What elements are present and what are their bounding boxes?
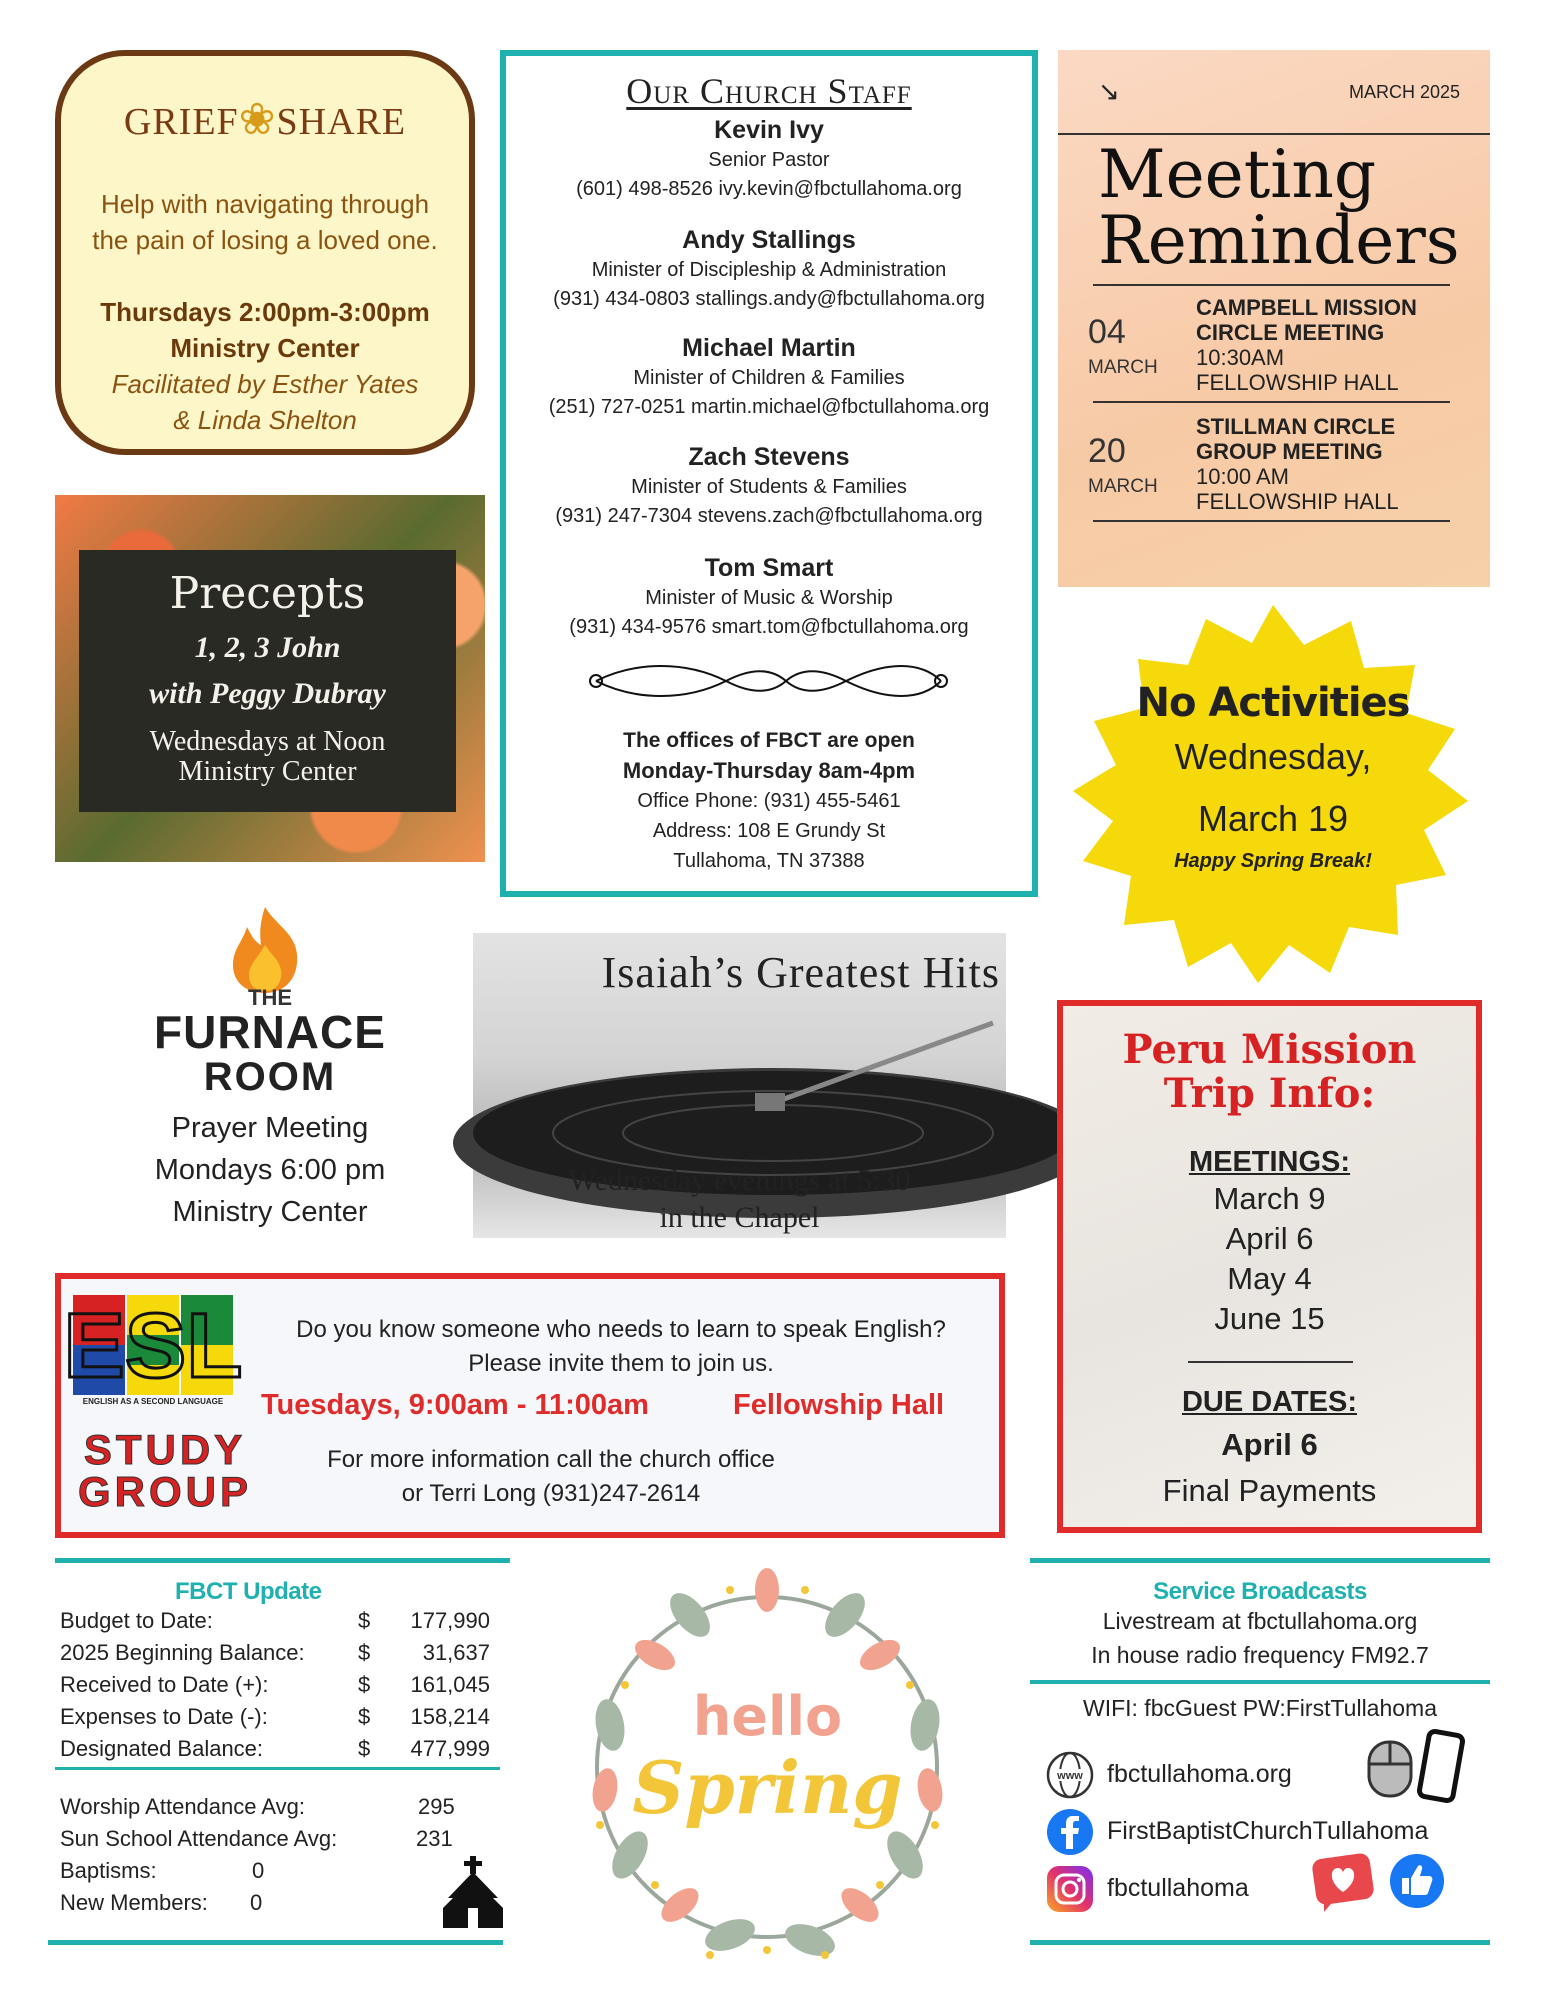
esl-time: Tuesdays, 9:00am - 11:00am — [261, 1389, 649, 1421]
attendance-label: Sun School Attendance Avg: — [60, 1826, 338, 1851]
finance-label: Designated Balance: — [60, 1736, 264, 1761]
website-text[interactable]: fbctullahoma.org — [1107, 1760, 1292, 1788]
furnace-info — [110, 1107, 430, 1233]
furnace-info-line: Ministry Center — [172, 1196, 368, 1228]
meeting-title — [1098, 136, 1460, 279]
esl-card — [55, 1273, 1005, 1538]
office-address-1: Address: 108 E Grundy St — [652, 820, 886, 842]
finance-value: 158,214 — [410, 1704, 490, 1729]
attendance-label: Baptisms: — [60, 1858, 157, 1883]
globe-icon — [1045, 1750, 1095, 1800]
griefshare-desc-1: Help with navigating through — [100, 189, 430, 219]
hello-spring-wreath — [560, 1555, 975, 1980]
thumbs-up-icon — [1388, 1852, 1446, 1910]
peru-title-line: Peru Mission — [1122, 1026, 1417, 1073]
staff-name: Tom Smart — [704, 554, 834, 582]
peru-due-label: DUE DATES: — [1181, 1386, 1358, 1418]
staff-entry — [506, 224, 1032, 314]
study-group-line: STUDY — [83, 1426, 247, 1473]
finance-label: Expenses to Date (-): — [60, 1704, 268, 1729]
precepts-when: Wednesdays at Noon — [149, 726, 386, 757]
office-info — [506, 726, 1032, 876]
flame-icon: ❀ — [238, 95, 277, 144]
meeting-day-month: MARCH — [1088, 476, 1158, 497]
staff-panel — [500, 50, 1038, 897]
facebook-text[interactable]: FirstBaptistChurchTullahoma — [1107, 1817, 1429, 1845]
meeting-name-line: STILLMAN CIRCLE — [1196, 414, 1396, 439]
griefshare-card — [55, 50, 475, 455]
logo-text-right: SHARE — [276, 101, 407, 143]
meeting-place: FELLOWSHIP HALL — [1196, 489, 1399, 514]
precepts-subtitle-line: 1, 2, 3 John — [194, 631, 341, 664]
divider — [1030, 1680, 1490, 1684]
heart-bubble-icon — [1310, 1852, 1378, 1914]
service-radio: In house radio frequency FM92.7 — [1091, 1642, 1429, 1668]
meeting-time: 10:30AM — [1196, 345, 1285, 370]
finance-row — [60, 1608, 490, 1634]
meeting-place: FELLOWSHIP HALL — [1196, 370, 1399, 395]
logo-text-left: GRIEF — [123, 101, 239, 143]
globe-icon-label: www — [1057, 1770, 1083, 1782]
finance-currency: $ — [358, 1704, 371, 1729]
peru-due-date: April 6 — [1221, 1427, 1318, 1462]
isaiah-title: Isaiah’s Greatest Hits — [601, 948, 1000, 997]
meeting-name-line: CIRCLE MEETING — [1196, 320, 1385, 345]
meeting-name-line: CAMPBELL MISSION — [1196, 295, 1417, 320]
attendance-value: 231 — [416, 1826, 453, 1851]
esl-contact-line: For more information call the church office — [327, 1446, 775, 1473]
update-title: FBCT Update — [175, 1578, 322, 1605]
service-title: Service Broadcasts — [1153, 1578, 1367, 1605]
staff-contact[interactable]: (931) 434-9576 smart.tom@fbctullahoma.org — [569, 616, 969, 638]
staff-contact[interactable]: (931) 434-0803 stallings.andy@fbctullahoma.org — [553, 288, 985, 310]
attendance-label: New Members: — [60, 1890, 208, 1915]
meeting-time: 10:00 AM — [1196, 464, 1289, 489]
finance-row — [60, 1640, 490, 1666]
furnace-info-line: Mondays 6:00 pm — [154, 1154, 386, 1186]
esl-flags-logo — [63, 1295, 243, 1397]
staff-entry — [506, 552, 1032, 642]
precepts-subtitle-line: with Peggy Dubray — [149, 677, 386, 710]
staff-contact[interactable]: (601) 498-8526 ivy.kevin@fbctullahoma.org — [576, 178, 962, 200]
finance-label: Received to Date (+): — [60, 1672, 269, 1697]
staff-contact[interactable]: (931) 247-7304 stevens.zach@fbctullahoma.org — [555, 505, 983, 527]
office-phone: Office Phone: (931) 455-5461 — [637, 790, 901, 812]
staff-entry — [506, 332, 1032, 422]
smartphone-icon — [1418, 1730, 1464, 1802]
flourish-divider-icon — [576, 656, 961, 706]
peru-due — [1063, 1386, 1476, 1511]
peru-title-line: Trip Info: — [1163, 1070, 1376, 1117]
service-livestream: Livestream at fbctullahoma.org — [1102, 1608, 1418, 1634]
furnace-logo-furnace: FURNACE — [154, 1006, 386, 1058]
attendance-value: 295 — [418, 1794, 455, 1819]
esl-question-line: Please invite them to join us. — [468, 1350, 774, 1377]
office-open: The offices of FBCT are open — [623, 729, 915, 752]
no-activities-day: Wednesday, — [1174, 736, 1372, 777]
isaiah-schedule-line: Wednesday evenings at 5:30 — [568, 1164, 911, 1197]
peru-title — [1063, 1028, 1476, 1116]
divider — [1093, 520, 1450, 522]
griefshare-desc-2: the pain of losing a loved one. — [92, 225, 438, 255]
staff-role: Minister of Discipleship & Administration — [591, 259, 947, 281]
mouse-icon — [1365, 1738, 1415, 1800]
no-activities-heading: No Activities — [1136, 680, 1410, 726]
esl-logo-text: ESL — [63, 1295, 243, 1397]
meeting-name — [1196, 414, 1395, 464]
attendance-label: Worship Attendance Avg: — [60, 1794, 306, 1819]
attendance-value: 0 — [252, 1858, 265, 1883]
peru-mission-card — [1057, 1000, 1482, 1533]
esl-question — [241, 1313, 1001, 1381]
peru-meetings — [1063, 1146, 1476, 1339]
esl-contact-line: or Terri Long (931)247-2614 — [401, 1480, 701, 1507]
attendance-row — [60, 1794, 455, 1820]
furnace-info-line: Prayer Meeting — [171, 1112, 369, 1144]
finance-currency: $ — [358, 1672, 371, 1697]
instagram-icon — [1045, 1864, 1095, 1914]
no-activities-date: March 19 — [1197, 798, 1349, 839]
divider — [1093, 284, 1450, 286]
finance-row — [60, 1736, 490, 1762]
fire-icon — [215, 905, 315, 995]
peru-meeting-date: May 4 — [1227, 1261, 1312, 1296]
meeting-reminders-card — [1058, 50, 1490, 587]
divider — [55, 1558, 510, 1563]
griefshare-place: Ministry Center — [170, 333, 360, 363]
finance-currency: $ — [358, 1640, 371, 1665]
peru-meetings-label: MEETINGS: — [1188, 1146, 1351, 1178]
meeting-day: 04 — [1088, 313, 1126, 351]
meeting-name-line: GROUP MEETING — [1196, 439, 1383, 464]
finance-row — [60, 1704, 490, 1730]
staff-role: Minister of Children & Families — [633, 367, 905, 389]
spring-text: Spring — [632, 1745, 903, 1830]
precepts-card — [55, 495, 485, 862]
precepts-title: Precepts — [169, 568, 366, 619]
precepts-schedule — [79, 727, 456, 787]
meeting-day-month: MARCH — [1088, 357, 1158, 378]
meeting-title-line-1: Meeting — [1098, 136, 1377, 213]
divider — [1030, 1940, 1490, 1945]
meeting-month: MARCH 2025 — [1348, 82, 1460, 102]
finance-value: 177,990 — [410, 1608, 490, 1633]
precepts-subtitle — [79, 625, 456, 717]
meeting-item — [1088, 414, 1450, 514]
griefshare-logo — [61, 94, 469, 145]
staff-role: Minister of Music & Worship — [645, 587, 893, 609]
furnace-room-card — [120, 905, 420, 1235]
wifi-info: WIFI: fbcGuest PW:FirstTullahoma — [1082, 1695, 1438, 1721]
facebook-icon — [1045, 1807, 1095, 1857]
isaiah-card — [473, 933, 1006, 1238]
peru-due-what: Final Payments — [1162, 1473, 1377, 1508]
peru-meeting-date: March 9 — [1213, 1181, 1326, 1216]
study-group-title — [75, 1426, 255, 1515]
staff-role: Minister of Students & Families — [631, 476, 907, 498]
precepts-where: Ministry Center — [178, 756, 357, 787]
meeting-day: 20 — [1088, 432, 1126, 470]
attendance-row — [60, 1890, 263, 1916]
arrow-down-right-icon: ↘ — [1098, 76, 1120, 106]
esl-contact — [301, 1443, 801, 1511]
instagram-text[interactable]: fbctullahoma — [1107, 1874, 1249, 1902]
furnace-logo-room: ROOM — [203, 1055, 337, 1099]
attendance-row — [60, 1858, 265, 1884]
study-group-line: GROUP — [77, 1468, 252, 1515]
staff-contact[interactable]: (251) 727-0251 martin.michael@fbctullahoma.org — [548, 396, 990, 418]
finance-currency: $ — [358, 1608, 371, 1633]
isaiah-schedule — [473, 1162, 1006, 1236]
finance-value: 477,999 — [410, 1736, 490, 1761]
staff-role: Senior Pastor — [708, 149, 830, 171]
staff-name: Kevin Ivy — [714, 116, 824, 144]
furnace-logo-the: THE — [248, 985, 292, 1010]
divider — [1093, 401, 1450, 403]
staff-entry — [506, 441, 1032, 531]
griefshare-time: Thursdays 2:00pm-3:00pm — [100, 297, 430, 327]
isaiah-schedule-line: in the Chapel — [659, 1201, 820, 1234]
meeting-title-line-2: Reminders — [1098, 202, 1460, 279]
meeting-name — [1196, 295, 1417, 345]
divider — [1058, 133, 1490, 135]
attendance-value: 0 — [250, 1890, 263, 1915]
finance-label: 2025 Beginning Balance: — [60, 1640, 305, 1665]
peru-meeting-date: April 6 — [1225, 1221, 1314, 1256]
church-icon — [443, 1856, 503, 1928]
precepts-panel — [79, 550, 456, 812]
staff-title: Our Church Staff — [626, 71, 912, 111]
griefshare-facilitator-2: & Linda Shelton — [173, 405, 357, 435]
finance-currency: $ — [358, 1736, 371, 1761]
office-address-2: Tullahoma, TN 37388 — [673, 850, 865, 872]
finance-value: 161,045 — [410, 1672, 490, 1697]
divider — [1188, 1361, 1353, 1363]
staff-name: Zach Stevens — [688, 443, 850, 471]
finance-label: Budget to Date: — [60, 1608, 213, 1633]
esl-question-line: Do you know someone who needs to learn to speak English? — [296, 1316, 946, 1343]
office-hours: Monday-Thursday 8am-4pm — [622, 758, 916, 783]
attendance-row — [60, 1826, 453, 1852]
no-activities-text — [1068, 680, 1478, 873]
griefshare-facilitator-1: Facilitated by Esther Yates — [111, 369, 419, 399]
divider — [48, 1940, 503, 1945]
finance-value: 31,637 — [422, 1640, 490, 1665]
finance-row — [60, 1672, 490, 1698]
divider — [55, 1767, 500, 1770]
divider — [1030, 1558, 1490, 1563]
staff-entry — [506, 114, 1032, 204]
no-activities-burst — [1068, 605, 1478, 985]
esl-place: Fellowship Hall — [733, 1389, 945, 1421]
peru-meeting-date: June 15 — [1214, 1301, 1325, 1336]
spring-break-tag: Happy Spring Break! — [1174, 850, 1372, 872]
meeting-item — [1088, 295, 1450, 395]
staff-name: Michael Martin — [682, 334, 856, 362]
esl-logo-caption: ENGLISH AS A SECOND LANGUAGE — [82, 1397, 224, 1406]
staff-name: Andy Stallings — [682, 226, 856, 254]
hello-text: hello — [692, 1685, 843, 1748]
